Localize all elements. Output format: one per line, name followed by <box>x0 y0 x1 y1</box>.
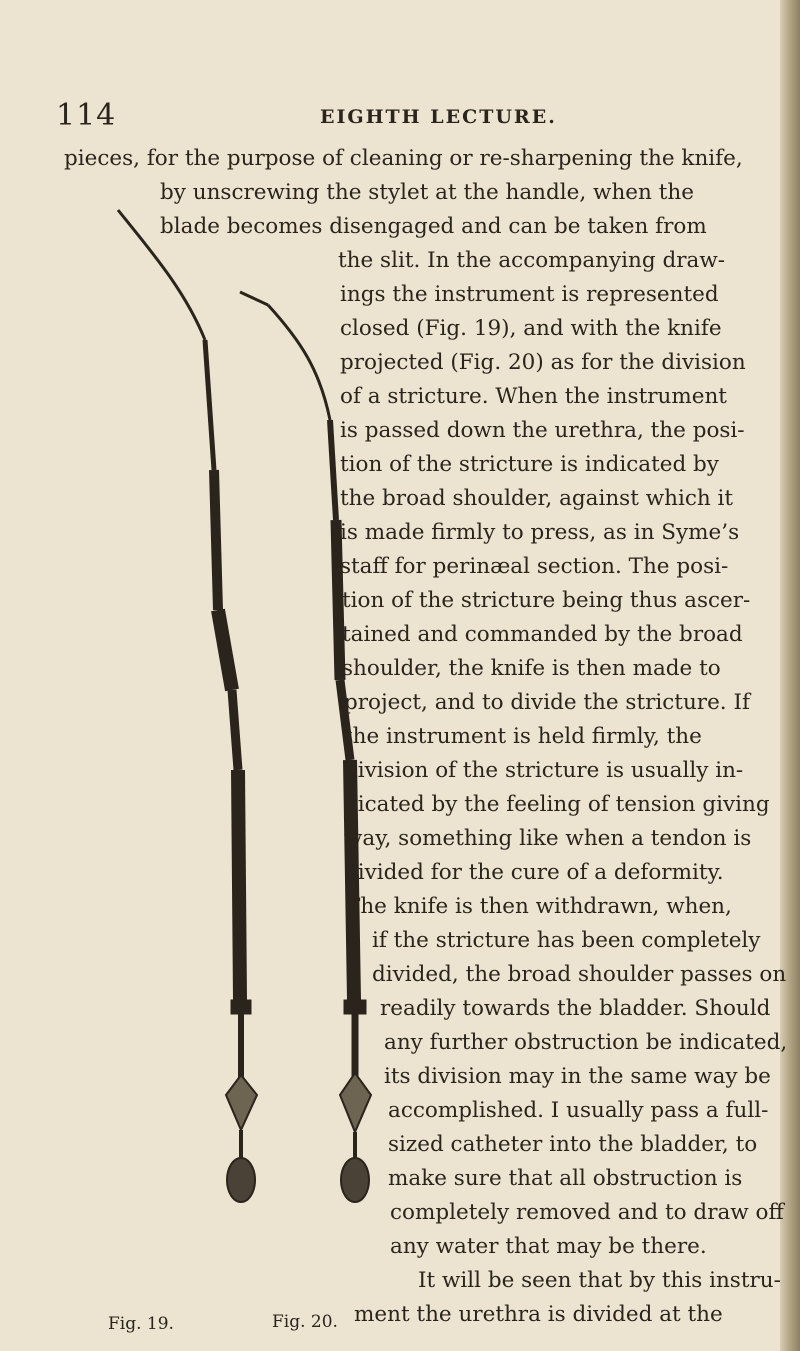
text-line-8: of a stricture. When the instrument <box>340 384 727 409</box>
text-line-31: make sure that all obstruction is <box>388 1166 743 1191</box>
text-line-19: division of the stricture is usually in- <box>344 758 744 783</box>
text-line-34: It will be seen that by this instru- <box>418 1268 781 1293</box>
text-line-30: sized catheter into the bladder, to <box>388 1132 758 1157</box>
text-line-7: projected (Fig. 20) as for the division <box>340 350 746 375</box>
running-head: EIGHTH LECTURE. <box>320 106 557 128</box>
text-line-12: is made firmly to press, as in Syme’s <box>340 520 740 545</box>
text-line-15: tained and commanded by the broad <box>342 622 743 647</box>
text-line-22: divided for the cure of a deformity. <box>344 860 724 885</box>
text-line-33: any water that may be there. <box>390 1234 707 1259</box>
text-line-13: staff for perinæal section. The posi- <box>340 554 729 579</box>
fig20-caption: Fig. 20. <box>272 1312 338 1332</box>
text-line-21: way, something like when a tendon is <box>344 826 752 851</box>
text-line-29: accomplished. I usually pass a full- <box>388 1098 769 1123</box>
text-line-18: the instrument is held firmly, the <box>344 724 702 749</box>
page-number: 114 <box>56 98 117 133</box>
text-line-27: any further obstruction be indicated, <box>384 1030 788 1055</box>
text-line-20: dicated by the feeling of tension giving <box>344 792 770 817</box>
text-line-26: readily towards the bladder. Should <box>380 996 771 1021</box>
text-line-25: divided, the broad shoulder passes on <box>372 962 787 987</box>
text-line-2: by unscrewing the stylet at the handle, when the <box>160 180 694 205</box>
text-line-4: the slit. In the accompanying draw- <box>338 248 726 273</box>
text-line-5: ings the instrument is represented <box>340 282 719 307</box>
text-line-24: if the stricture has been completely <box>372 928 761 953</box>
fig19-instrument-drawing <box>118 210 257 1202</box>
text-line-23: The knife is then withdrawn, when, <box>346 894 732 919</box>
text-line-9: is passed down the urethra, the posi- <box>340 418 745 443</box>
text-line-35: ment the urethra is divided at the <box>354 1302 723 1327</box>
text-line-28: its division may in the same way be <box>384 1064 771 1089</box>
text-line-16: shoulder, the knife is then made to <box>342 656 721 681</box>
text-line-17: project, and to divide the stricture. If <box>344 690 750 715</box>
text-line-14: tion of the stricture being thus ascer- <box>342 588 751 613</box>
text-line-6: closed (Fig. 19), and with the knife <box>340 316 722 341</box>
text-line-1: pieces, for the purpose of cleaning or re-sharpening the knife, <box>64 146 743 171</box>
fig19-caption: Fig. 19. <box>108 1314 174 1334</box>
text-line-3: blade becomes disengaged and can be taken from <box>160 214 707 239</box>
text-line-11: the broad shoulder, against which it <box>340 486 734 511</box>
text-line-32: completely removed and to draw off <box>390 1200 784 1225</box>
text-line-10: tion of the stricture is indicated by <box>340 452 719 477</box>
